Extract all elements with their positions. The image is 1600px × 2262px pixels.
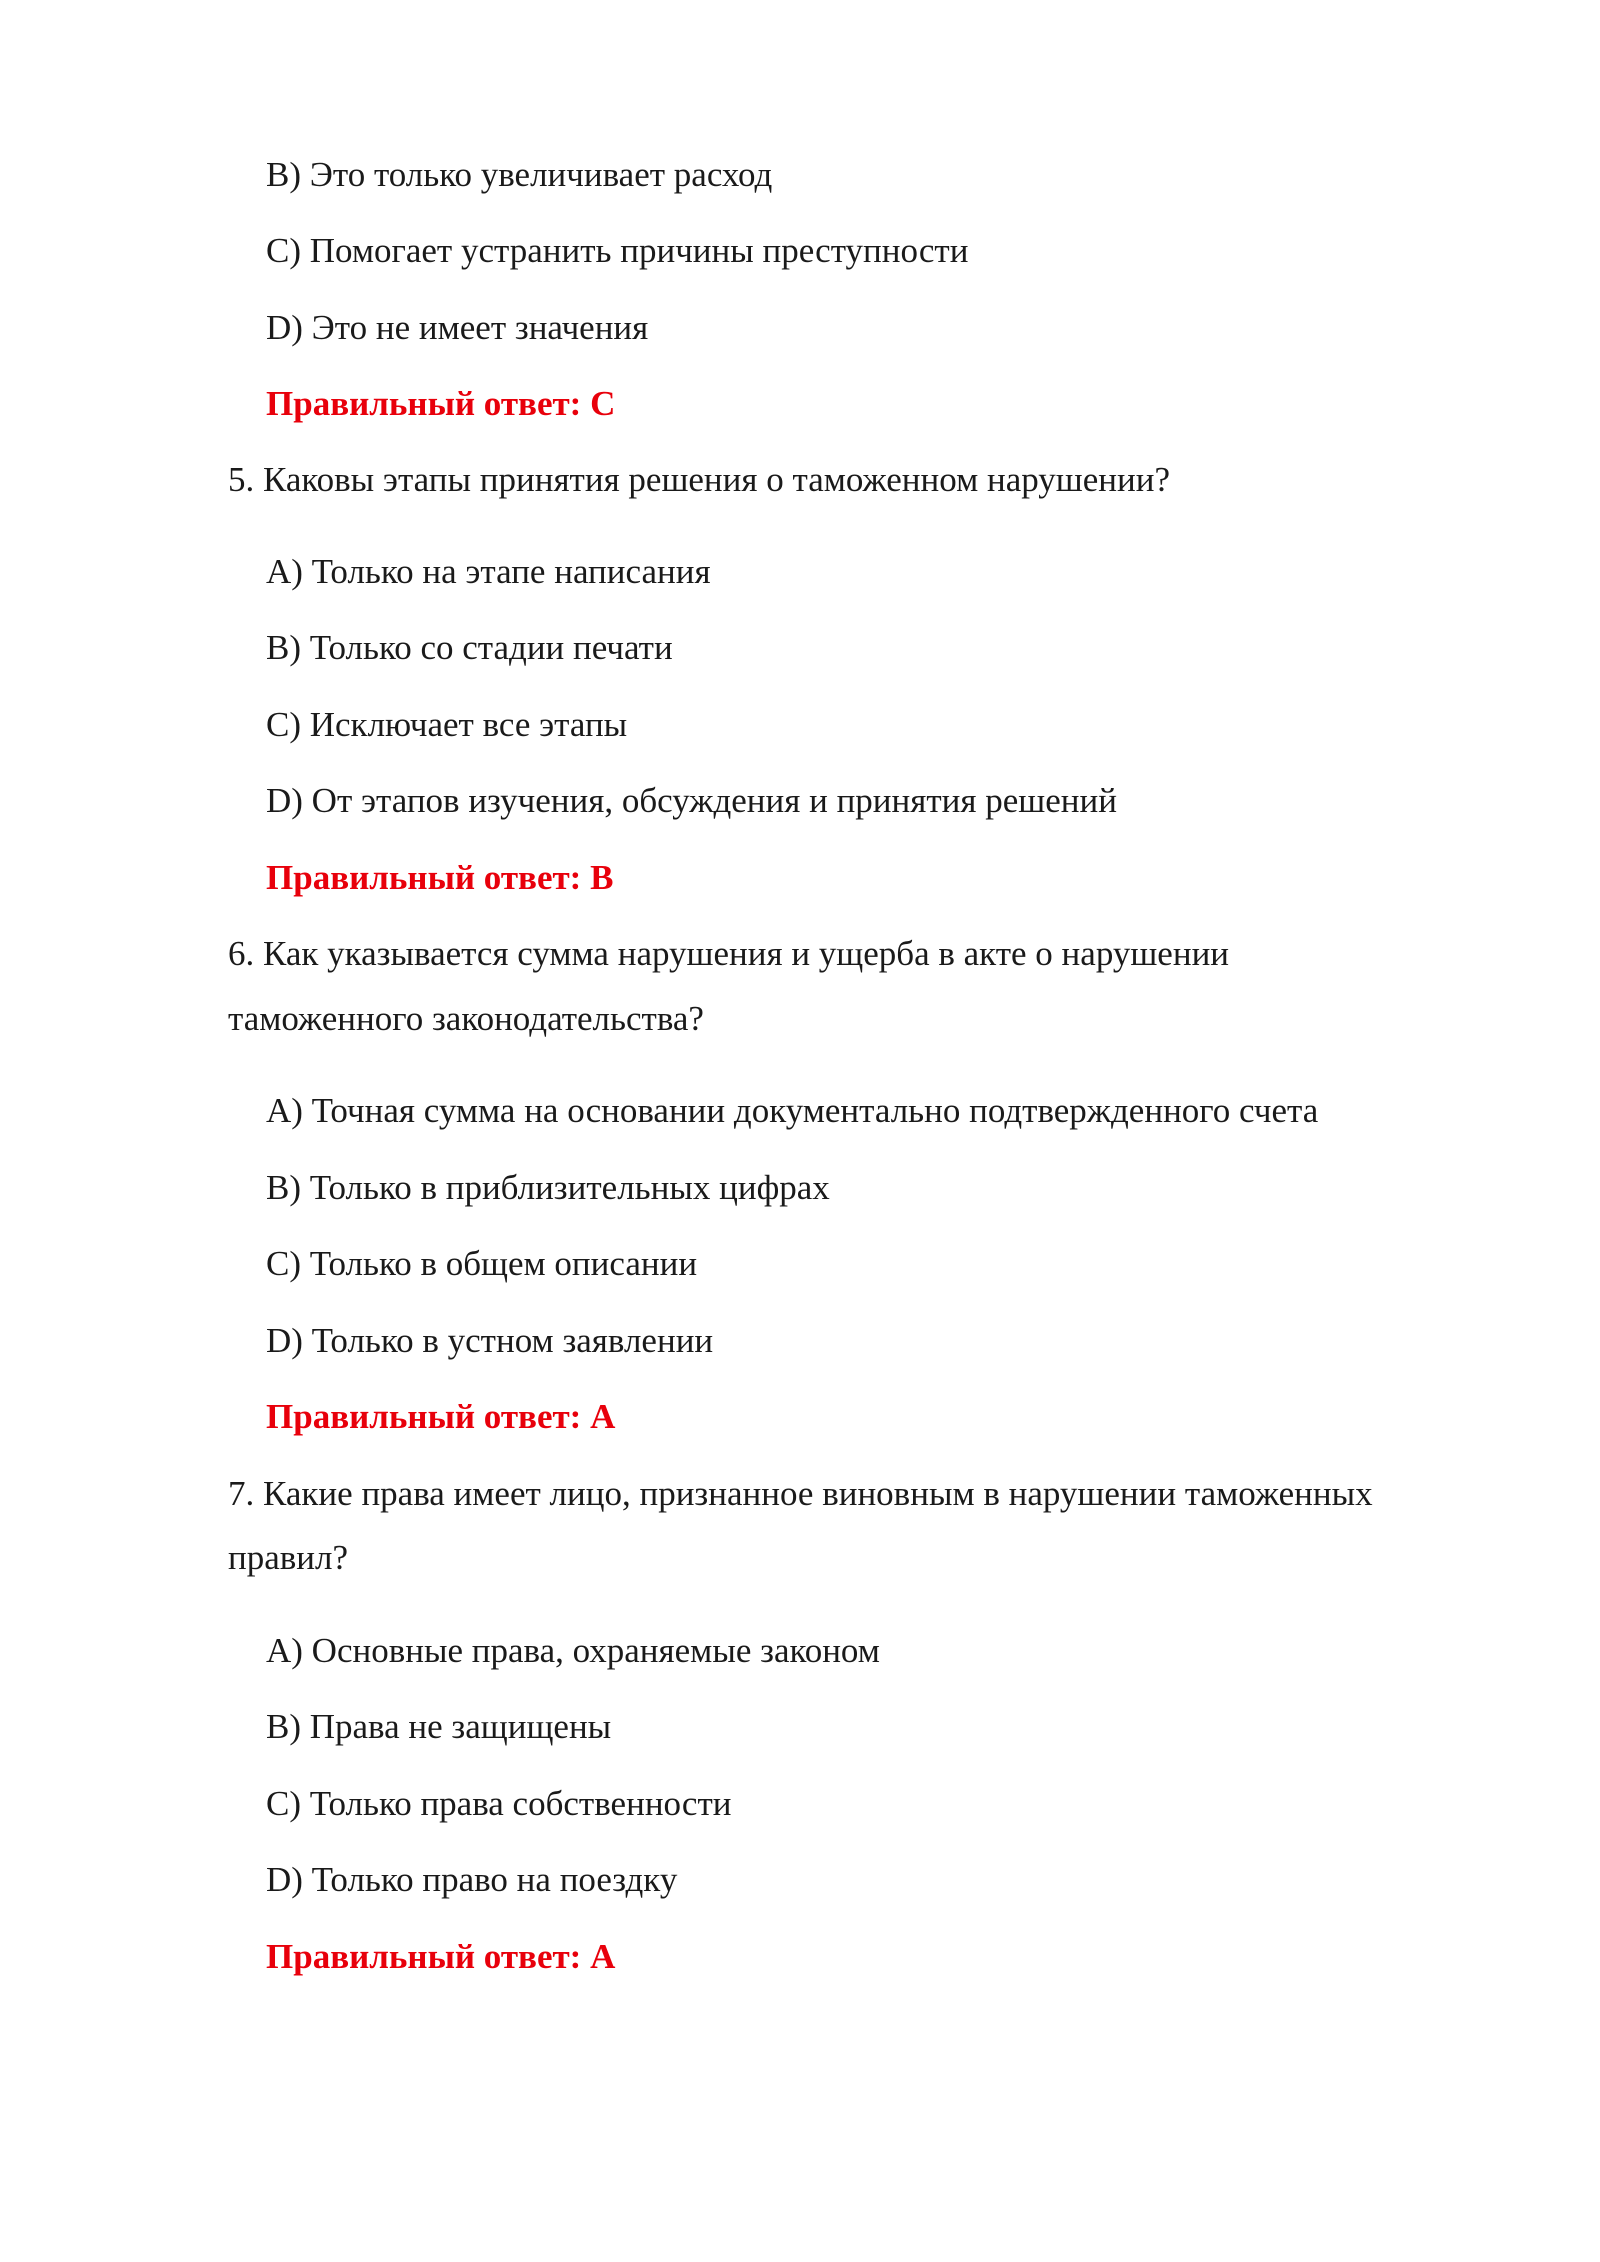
correct-answer: Правильный ответ: A — [266, 1397, 616, 1436]
option-c: C) Исключает все этапы — [266, 705, 628, 744]
correct-answer: Правильный ответ: B — [266, 858, 614, 897]
option-d: D) Это не имеет значения — [266, 308, 649, 347]
question-text: 5. Каковы этапы принятия решения о таможенном нарушении? — [228, 460, 1170, 499]
option-b: B) Права не защищены — [266, 1707, 612, 1746]
option-a: A) Точная сумма на основании документально подтвержденного счета — [266, 1091, 1319, 1130]
question-text-continued: правил? — [228, 1538, 349, 1577]
question-text-continued: таможенного законодательства? — [228, 999, 704, 1038]
option-d: D) Только право на поездку — [266, 1860, 678, 1899]
option-a: A) Основные права, охраняемые законом — [266, 1631, 880, 1670]
option-d: D) Только в устном заявлении — [266, 1321, 714, 1360]
correct-answer: Правильный ответ: C — [266, 384, 616, 423]
option-d: D) От этапов изучения, обсуждения и принятия решений — [266, 781, 1117, 820]
question-text: 7. Какие права имеет лицо, признанное виновным в нарушении таможенных — [228, 1474, 1373, 1513]
option-b: B) Только со стадии печати — [266, 628, 673, 667]
option-c: C) Только в общем описании — [266, 1244, 698, 1283]
option-a: A) Только на этапе написания — [266, 552, 711, 591]
option-c: C) Только права собственности — [266, 1784, 732, 1823]
correct-answer: Правильный ответ: A — [266, 1937, 616, 1976]
option-c: C) Помогает устранить причины преступности — [266, 231, 969, 270]
question-text: 6. Как указывается сумма нарушения и ущерба в акте о нарушении — [228, 934, 1230, 973]
option-b: B) Только в приблизительных цифрах — [266, 1168, 830, 1207]
option-b: B) Это только увеличивает расход — [266, 155, 773, 194]
